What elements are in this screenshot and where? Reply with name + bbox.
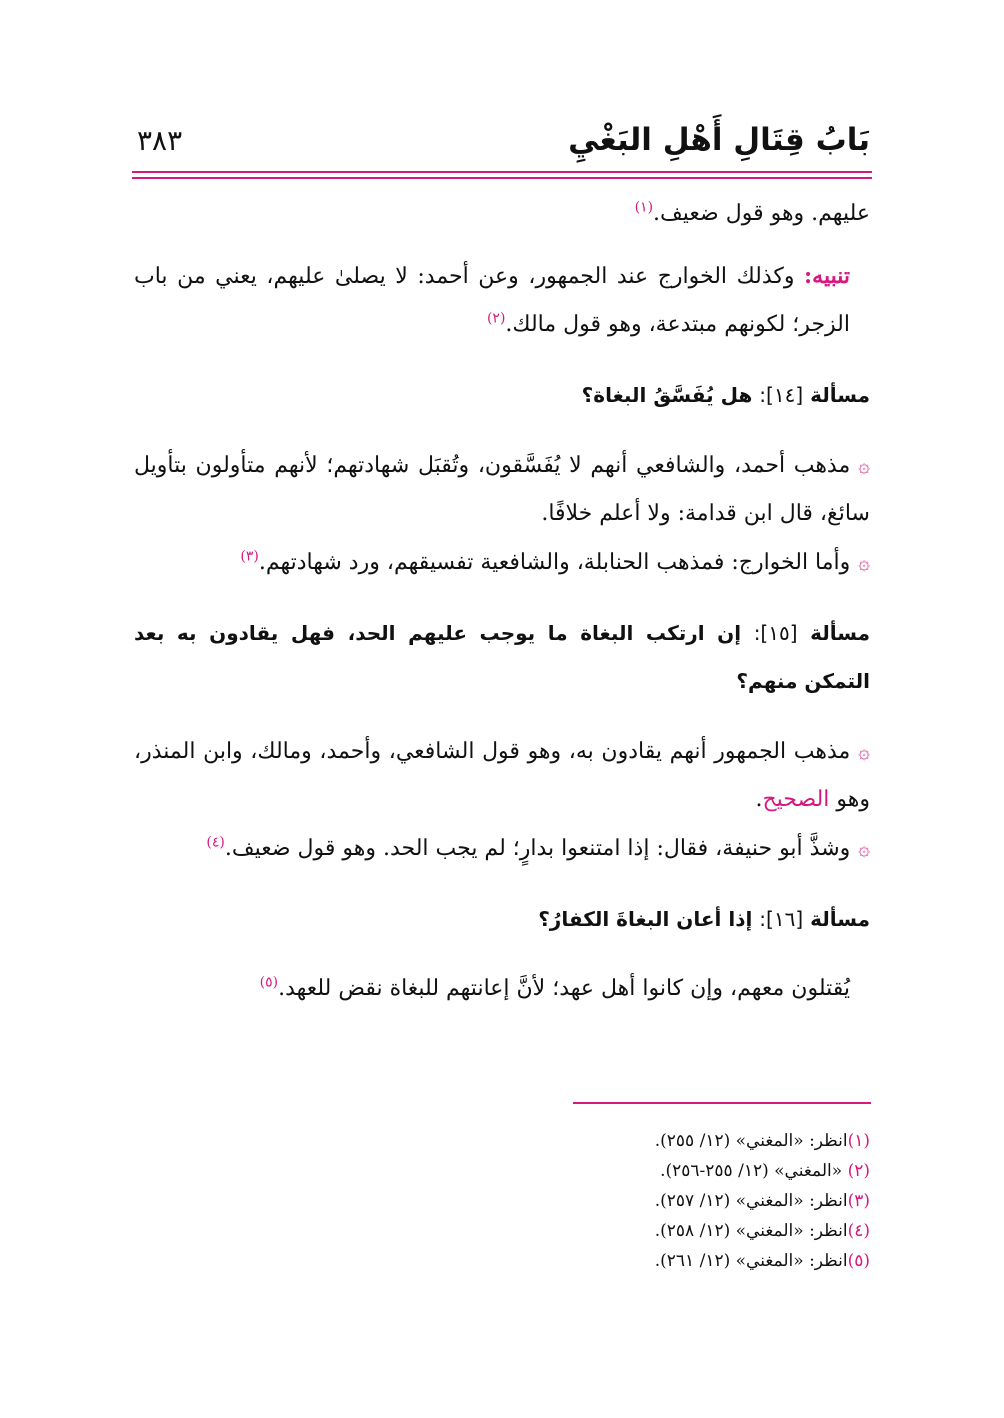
footnote-item: (٤)انظر: «المغني» (١٢/ ٢٥٨). <box>654 1221 870 1241</box>
footnote-separator <box>573 1102 871 1104</box>
issue-16-answer: يُقتلون معهم، وإن كانوا أهل عهد؛ لأنَّ إعانتهم للبغاة نقض للعهد.$^{(٥)}$ <box>259 974 850 1001</box>
issue-16-heading: مسألة [١٦]: إذا أعان البغاةَ الكفارُ؟ <box>538 907 870 931</box>
footnote-ref-1[interactable]: (١) <box>634 199 654 216</box>
footnote-item: (٢) «المغني» (١٢/ ٢٥٥-٢٥٦). <box>660 1161 870 1181</box>
issue-15-heading: مسألة [١٥]: إن ارتكب البغاة ما يوجب عليهم الحد، فهل يقادون به بعد التمكن منهم؟ <box>134 621 870 693</box>
issue-15-bullet-2: ۞وشذَّ أبو حنيفة، فقال: إذا امتنعوا بدارٍ؛ لم يجب الحد. وهو قول ضعيف.$^{(٤)}$ <box>206 834 870 861</box>
header-rule-bottom <box>132 177 872 179</box>
ornament-bullet-icon: ۞ <box>858 836 870 860</box>
tanbih-label: تنبيه: <box>804 263 850 289</box>
footnote-item: (١)انظر: «المغني» (١٢/ ٢٥٥). <box>654 1131 870 1151</box>
footnote-item: (٥)انظر: «المغني» (١٢/ ٢٦١). <box>654 1251 870 1271</box>
issue-14-bullet-2: ۞وأما الخوارج: فمذهب الحنابلة، والشافعية تفسيقهم، ورد شهادتهم.$^{(٣)}$ <box>240 548 870 575</box>
footnotes <box>134 1126 870 1276</box>
ornament-bullet-icon: ۞ <box>858 739 870 763</box>
footnote-ref-5[interactable]: (٥) <box>259 974 279 991</box>
issue-14-heading: مسألة [١٤]: هل يُفَسَّقُ البغاة؟ <box>581 383 870 407</box>
issue-14-bullet-1: ۞مذهب أحمد، والشافعي أنهم لا يُفَسَّقون، وتُقبَل شهادتهم؛ لأنهم متأولون بتأويل سائغ، قال ابن قدامة: ولا أعلم خلافًا. <box>134 453 870 526</box>
footnote-ref-4[interactable]: (٤) <box>206 834 225 851</box>
ornament-bullet-icon: ۞ <box>858 550 870 574</box>
issue-15-bullet-1: ۞مذهب الجمهور أنهم يقادون به، وهو قول الشافعي، وأحمد، ومالك، وابن المنذر، وهو الصحيح. <box>134 739 870 812</box>
footnote-item: (٣)انظر: «المغني» (١٢/ ٢٥٧). <box>654 1191 870 1211</box>
header-rule-top <box>132 171 872 173</box>
footnote-ref-2[interactable]: (٢) <box>486 310 506 327</box>
footnote-ref-3[interactable]: (٣) <box>240 548 259 565</box>
page-number: ٣٨٣ <box>137 124 183 157</box>
ornament-bullet-icon: ۞ <box>858 453 870 477</box>
tanbih-paragraph: تنبيه: وكذلك الخوارج عند الجمهور، وعن أحمد: لا يصلىٰ عليهم، يعني من باب الزجر؛ لكونهم مبتدعة، وهو قول مالك.$^{(٢)}$ <box>134 263 850 337</box>
running-title: بَابُ قِتَالِ أَهْلِ البَغْيِ <box>568 122 870 158</box>
paragraph-continuation: عليهم. وهو قول ضعيف.$^{(١)}$ <box>634 199 870 226</box>
main-text <box>134 190 870 1013</box>
highlighted-word: الصحيح <box>762 787 830 812</box>
